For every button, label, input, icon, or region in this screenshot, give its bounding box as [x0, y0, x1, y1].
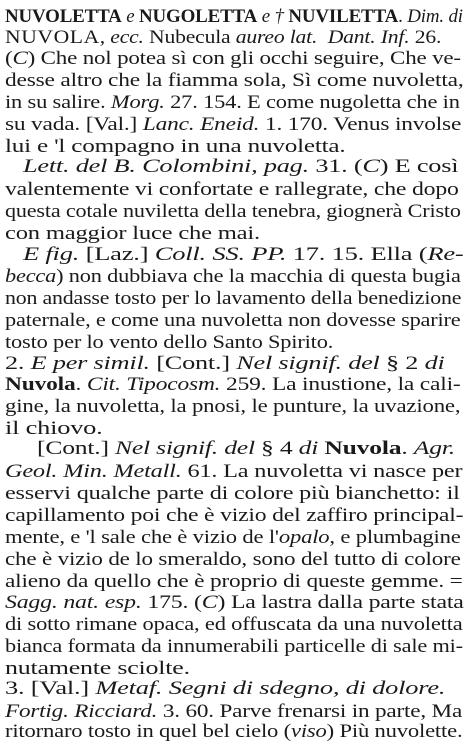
text-run: C [12, 49, 28, 69]
text-line [5, 616, 463, 635]
text-run: ecc. [110, 28, 144, 48]
text-line [5, 420, 103, 439]
text-line [5, 225, 260, 244]
text-line [5, 203, 461, 222]
text-run: bianca formata da innumerabili particelle di sale mi- [5, 637, 463, 657]
text-run: Re- [427, 245, 464, 265]
text-run: opalo [278, 528, 330, 548]
text-run: gine, la nuvoletta, la pnosi, le punture, la uvazione, [5, 397, 461, 417]
text-run: Nel signif. del [236, 354, 380, 374]
text-run: NUGOLETTA [139, 7, 258, 27]
text-run: , [99, 28, 111, 48]
text-run: becca [5, 267, 57, 287]
text-run: di [424, 354, 445, 374]
text-line [5, 29, 441, 48]
text-run: e † [257, 7, 289, 27]
text-run: questa cotale nuviletta della tenebra, giognerà Cristo [5, 202, 461, 222]
text-run: 17. 15. Ella ( [286, 245, 428, 265]
text-run: Nubecula [143, 28, 236, 48]
text-line [5, 573, 463, 592]
text-line [5, 551, 461, 570]
text-line [5, 463, 462, 482]
text-run: [Laz.] [79, 245, 155, 265]
text-run: tosto per lo vento dello Santo Spirito. [5, 333, 334, 353]
text-run: Geol. Min. Metall. [5, 462, 182, 482]
text-run: aureo lat. Dant. Inf. [235, 28, 410, 48]
text-line [5, 355, 445, 374]
text-line [5, 312, 461, 331]
text-run: . [398, 7, 408, 27]
text-run: 27. 154. E come nugoletta che in [164, 93, 460, 113]
text-run: . [401, 439, 414, 459]
text-run: Metaf. Segni di sdegno, di dolore. [95, 679, 446, 699]
text-line [5, 376, 461, 395]
text-line [5, 268, 461, 287]
text-line [5, 680, 445, 699]
text-run: alieno da quello che è proprio di queste gemme. = [5, 572, 463, 592]
text-run: lui e 'l compagno in una nuvoletta. [5, 137, 346, 157]
text-line [5, 138, 345, 157]
text-line [37, 440, 455, 459]
text-run: 3. [Val.] [5, 679, 96, 699]
text-run: § 4 [254, 439, 299, 459]
text-line [5, 72, 463, 91]
text-line [5, 594, 464, 613]
text-run: 1. 170. Venus involse [259, 115, 462, 135]
text-line [23, 246, 464, 265]
text-run: ) non dubbiava che la macchia di questa bugia [56, 267, 461, 287]
text-run: 3. 60. Parve frenarsi in parte, Ma [157, 702, 463, 722]
text-line [5, 638, 463, 657]
text-run: mente, e 'l sale che è vizio de l' [5, 528, 279, 548]
text-line [5, 8, 463, 27]
text-line [5, 116, 461, 135]
text-run: capillamento poi che è vizio del zaffiro principal- [5, 506, 464, 526]
text-line [5, 507, 463, 526]
text-run: nutamente sciolte. [5, 659, 190, 679]
text-line [5, 181, 459, 200]
text-run: C [201, 593, 218, 613]
text-run: ) La lastra dalla parte stata [217, 593, 464, 613]
text-line [5, 529, 461, 548]
text-run: che è vizio de lo smeraldo, sono del tutto di colore [5, 550, 461, 570]
text-run: 31. ( [308, 157, 363, 177]
text-run: valentemente vi confortate e rallegrate, che dopo [5, 180, 459, 200]
text-line [5, 723, 462, 742]
text-line [23, 158, 458, 177]
text-run: . [75, 375, 87, 395]
text-run: Lett. del B. Colombini, pag. [23, 157, 309, 177]
text-run: 175. ( [141, 593, 202, 613]
text-run: Coll. SS. PP. [154, 245, 287, 265]
text-run: Lanc. Eneid. [142, 115, 260, 135]
text-run: ) E così [379, 157, 459, 177]
text-run: viso [290, 722, 327, 742]
text-run: [Cont.] [149, 354, 237, 374]
text-run: ( [5, 49, 13, 69]
text-line [5, 660, 190, 679]
text-run: 61. La nuvoletta vi nasce per [181, 462, 463, 482]
text-run: Nuvola [5, 375, 76, 395]
text-run: § 2 [379, 354, 425, 374]
text-run: con maggior luce che mai. [5, 224, 260, 244]
text-run: NUVOLA [5, 28, 100, 48]
text-run: NUVILETTA [288, 7, 399, 27]
text-run: 26. [409, 28, 442, 48]
text-run: Morg. [110, 93, 165, 113]
text-line [5, 703, 462, 722]
text-run: in su salire. [5, 93, 111, 113]
text-run: 2. [5, 354, 31, 374]
text-run: 259. La inustione, la cali- [220, 375, 461, 395]
text-run: ) Più nuvolette. [326, 722, 463, 742]
text-line [5, 50, 461, 69]
text-run: Cit. Tipocosm. [86, 375, 221, 395]
text-line [5, 94, 460, 113]
text-run: Nuvola [318, 439, 402, 459]
text-run: , e plumbagine [329, 528, 461, 548]
text-line [5, 398, 460, 417]
text-run: non andasse tosto per lo lavamento della benedizione [5, 289, 462, 309]
text-line [5, 290, 461, 309]
text-run: Dim. di [407, 7, 463, 27]
text-run: ) Che nol potea sì con gli occhi seguire, Che ve- [27, 49, 461, 69]
text-run: su vada. [Val.] [5, 115, 143, 135]
text-run: Nel signif. del [115, 439, 255, 459]
text-line [5, 485, 460, 504]
text-run: NUVOLETTA [5, 7, 122, 27]
text-run: C [362, 157, 380, 177]
text-run: Fortig. Ricciard. [5, 702, 158, 722]
text-run: paternale, e come una nuvoletta non dovesse sparire [5, 311, 461, 331]
text-line [5, 334, 333, 353]
text-run: di sotto rimane opaca, ed offuscata da una nuvoletta [5, 615, 463, 635]
text-run: E fig. [23, 245, 80, 265]
text-run: e [121, 7, 140, 27]
text-run: Sagg. nat. esp. [5, 593, 142, 613]
text-run: ritornaro tosto in quel bel cielo ( [5, 722, 291, 742]
text-run: Agr. [413, 439, 455, 459]
text-run: E per simil. [30, 354, 150, 374]
text-run: di [298, 439, 319, 459]
text-run: il chiovo. [5, 419, 103, 439]
text-run: [Cont.] [37, 439, 116, 459]
text-run: desse altro che la fiamma sola, Sì come nuvoletta, [5, 71, 464, 91]
text-run: esservi qualche parte di colore più bianchetto: il [5, 484, 460, 504]
